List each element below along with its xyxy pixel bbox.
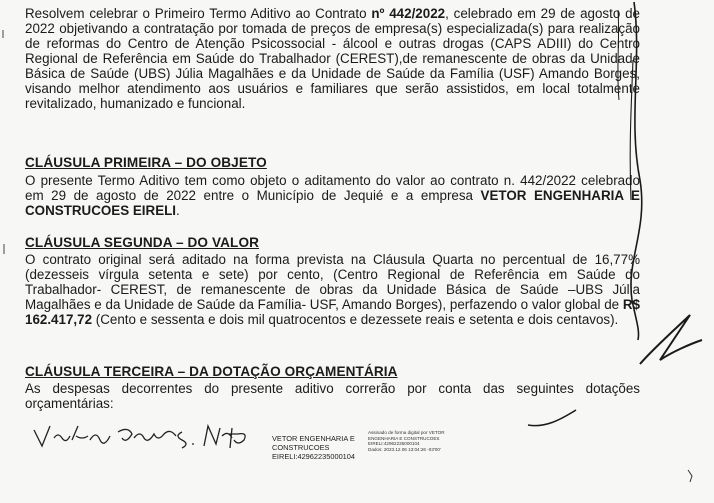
- clause1-heading: CLÁUSULA PRIMEIRA – DO OBJETO: [25, 155, 267, 170]
- digital-line-3: EIRELI:42962235000104: [368, 441, 420, 447]
- intro-text-start: Resolvem celebrar o Primeiro Termo Aditivo ao Contrato: [25, 6, 372, 21]
- clause2-text: O contrato original será aditado na forma prevista na Cláusula Quarta no percentual de 16,77% (dezesseis vírgula setenta e sete) por cento, (Centro Regional de Referência em Saúde do Trabalhador- CEREST, de remanescente de obras da Unidade Básica de Saúde –UBS Júlia Magalhães e da Unidade de Saúde da Família- USF, Amando Borges), perfazendo o valor global de: [25, 252, 640, 312]
- contract-number: nº 442/2022: [371, 6, 446, 21]
- clause3-heading: CLÁUSULA TERCEIRA – DA DOTAÇÃO ORÇAMENTÁRIA: [25, 364, 398, 379]
- global-amount: R$ 162.417,72: [25, 297, 640, 327]
- digital-line-4: Dados: 2023.12.06 13:04:26 -03'00': [368, 446, 441, 452]
- clause2-heading: CLÁUSULA SEGUNDA – DO VALOR: [25, 235, 260, 250]
- company-line-2: CONSTRUCOES: [272, 443, 330, 452]
- intro-text-rest: , celebrado em 29 de agosto de 2022 objetivando a contratação por tomada de preços de empresa(s) especializada(s) para realização de reformas do Centro de Atenção Psicossocial - álcool e outras drogas (CAPS ADIII) do Centro Regional de Referência em Saúde do Trabalhador (CEREST),de remanescente de obras da Unidade Básica de Saúde (UBS) Júlia Magalhães e da Unidade de Saúde da Família (USF) Amando Borges, visando melhor atendimento aos usuários e familiares que serão assistidos, em local totalmente revitalizado, humanizado e funcional.: [25, 6, 640, 111]
- company-name: VETOR ENGENHARIA E CONSTRUCOES EIRELI: [25, 188, 640, 218]
- digital-line-2: ENGENHARIA E CONSTRUCOES: [368, 435, 440, 441]
- digital-line-1: Assinado de forma digital por VETOR: [368, 430, 445, 435]
- clause1-text-end: .: [176, 203, 180, 218]
- clause2-text-end: (Cento e sessenta e dois mil quatrocentos e dezessete reais e setenta e dois centavos).: [92, 312, 619, 327]
- clause3-paragraph: As despesas decorrentes do presente aditivo correrão por conta das seguintes dotações orçamentárias:: [25, 381, 640, 411]
- clause1-text: O presente Termo Aditivo tem como objeto o aditamento do valor ao contrato n. 442/2022 celebrado em 29 de agosto de 2022 entre o Município de Jequié e a empresa: [25, 173, 640, 203]
- company-line-1: VETOR ENGENHARIA E: [272, 434, 355, 443]
- company-line-3: EIRELI:42962235000104: [272, 452, 356, 461]
